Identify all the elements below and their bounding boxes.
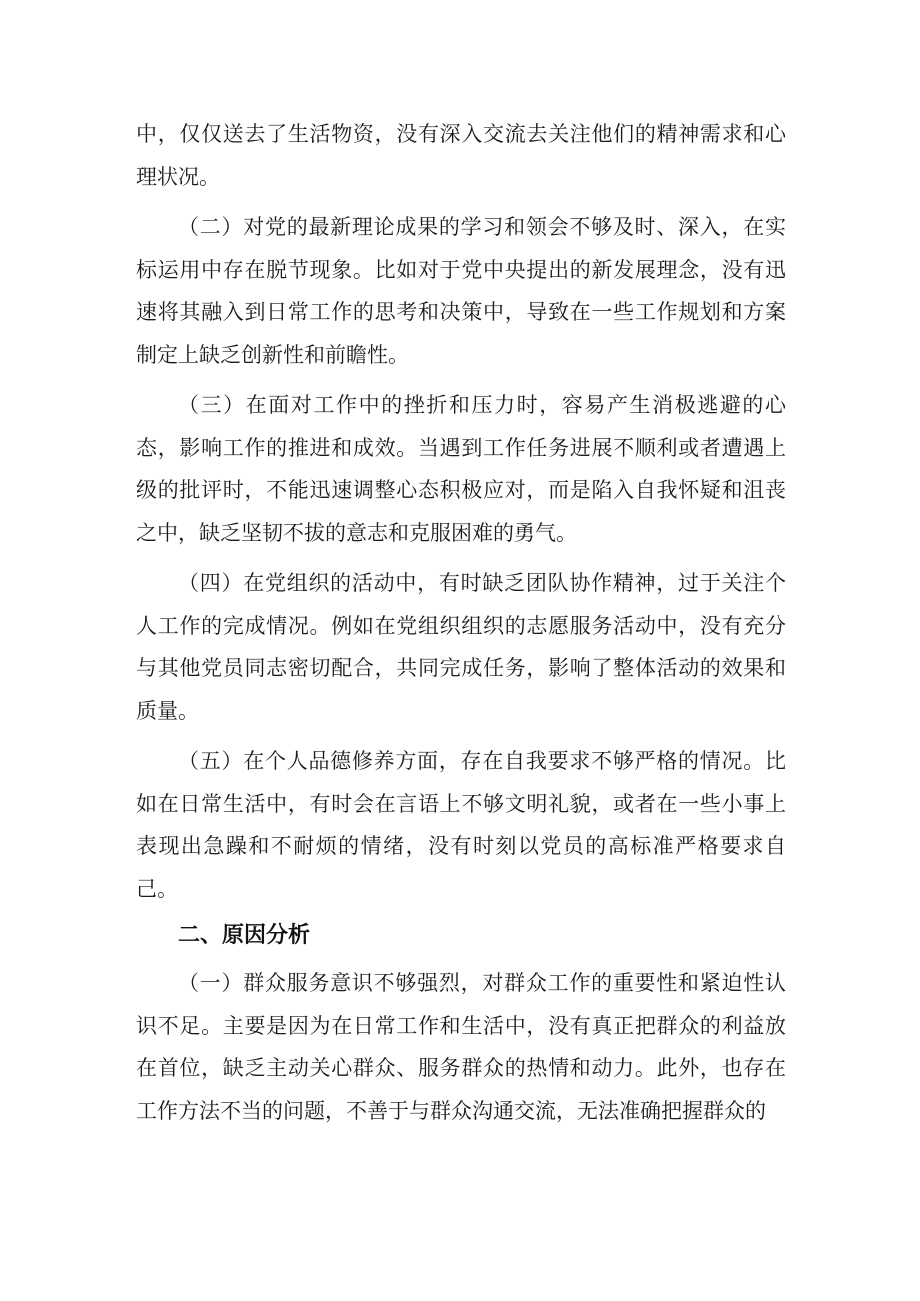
paragraph-item-2: （二）对党的最新理论成果的学习和领会不够及时、深入，在实标运用中存在脱节现象。比如对于党中央提出的新发展理念，没有迅速将其融入到日常工作的思考和决策中，导致在一些工作规划和方案制定上缺乏创新性和前瞻性。 (136, 215, 786, 367)
paragraph-item-4: （四）在党组织的活动中，有时缺乏团队协作精神，过于关注个人工作的完成情况。例如在党组织组织的志愿服务活动中，没有充分与其他党员同志密切配合，共同完成任务，影响了整体活动的效果和质量。 (136, 571, 786, 723)
paragraph-item-5: （五）在个人品德修养方面，存在自我要求不够严格的情况。比如在日常生活中，有时会在言语上不够文明礼貌，或者在一些小事上表现出急躁和不耐烦的情绪，没有时刻以党员的高标准严格要求自己。 (136, 749, 786, 901)
paragraph-gap (136, 198, 786, 206)
paragraph-gap (136, 376, 786, 384)
paragraph-gap (136, 554, 786, 562)
document-body (136, 113, 786, 1132)
paragraph-reason-1: （一）群众服务意识不够强烈，对群众工作的重要性和紧迫性认识不足。主要是因为在日常工作和生活中，没有真正把群众的利益放在首位，缺乏主动关心群众、服务群众的热情和动力。此外，也存在工作方法不当的问题，不善于与群众沟通交流，无法准确把握群众的 (136, 971, 786, 1123)
paragraph-continuation: 中，仅仅送去了生活物资，没有深入交流去关注他们的精神需求和心理状况。 (136, 122, 786, 189)
section-heading: 二、原因分析 (178, 923, 311, 948)
paragraph-gap (136, 732, 786, 740)
paragraph-item-3: （三）在面对工作中的挫折和压力时，容易产生消极逃避的心态，影响工作的推进和成效。当遇到工作任务进展不顺利或者遭遇上级的批评时，不能迅速调整心态积极应对，而是陷入自我怀疑和沮丧之中，缺乏坚韧不拔的意志和克服困难的勇气。 (136, 393, 786, 545)
